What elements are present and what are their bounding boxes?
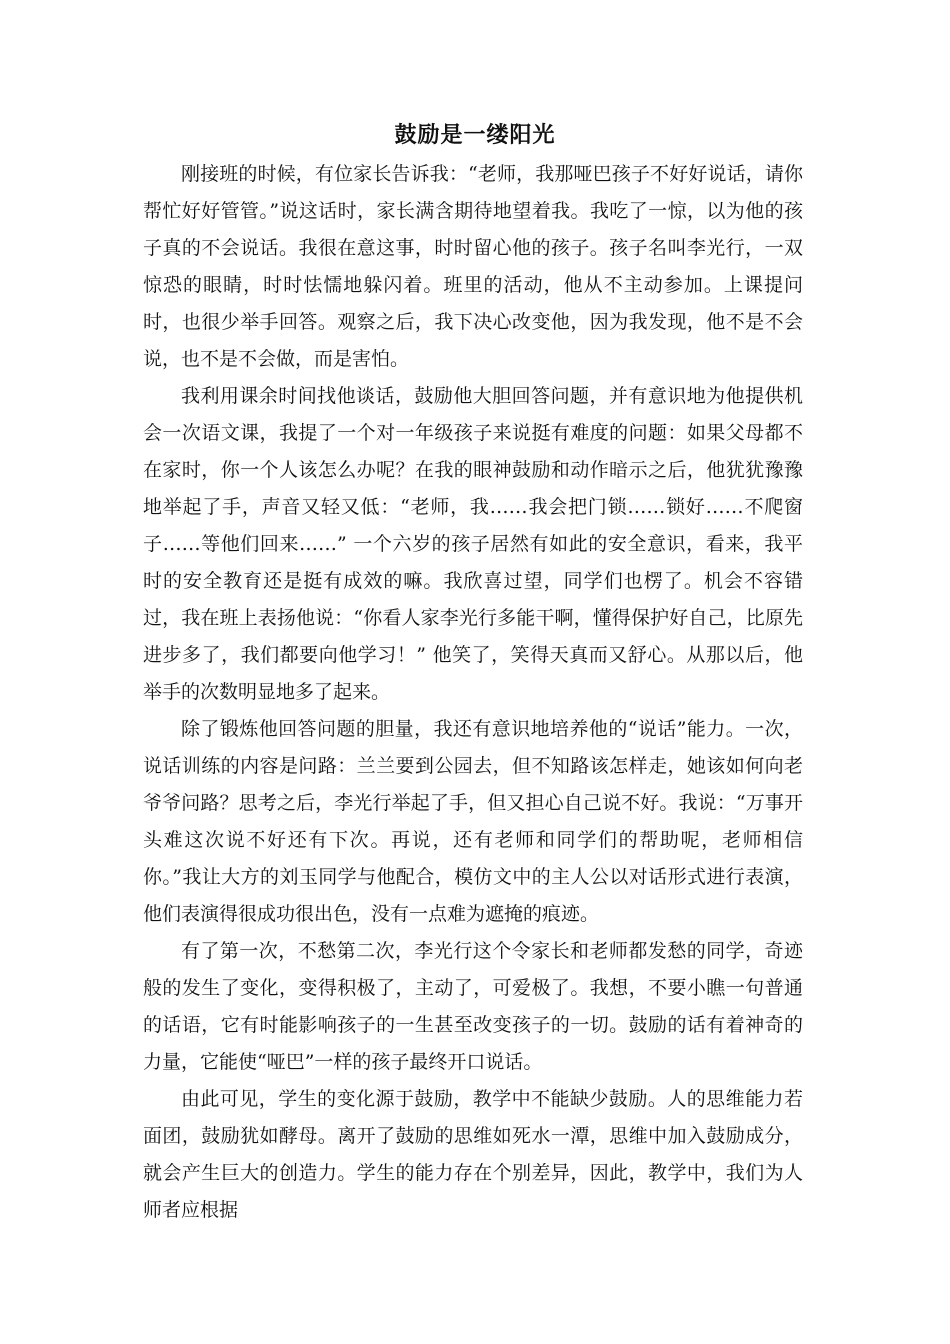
document-title: 鼓励是一缕阳光 xyxy=(394,122,556,148)
document-body xyxy=(143,156,803,1229)
paragraph-3: 除了锻炼他回答问题的胆量，我还有意识地培养他的“说话”能力。一次，说话训练的内容是问路：兰兰要到公园去，但不知路该怎样走，她该如何向老爷爷问路？思考之后，李光行举起了手，但又担心自己说不好。我说：“万事开头难这次说不好还有下次。再说，还有老师和同学们的帮助呢，老师相信你。”我让大方的刘玉同学与他配合，模仿文中的主人公以对话形式进行表演，他们表演得很成功很出色，没有一点难为遮掩的痕迹。 xyxy=(143,718,803,925)
paragraph-1: 刚接班的时候，有位家长告诉我：“老师，我那哑巴孩子不好好说话，请你帮忙好好管管。”说这话时，家长满含期待地望着我。我吃了一惊，以为他的孩子真的不会说话。我很在意这事，时时留心他的孩子。孩子名叫李光行，一双惊恐的眼睛，时时怯懦地躲闪着。班里的活动，他从不主动参加。上课提问时，也很少举手回答。观察之后，我下决心改变他，因为我发现，他不是不会说，也不是不会做，而是害怕。 xyxy=(143,163,803,370)
paragraph-4: 有了第一次，不愁第二次，李光行这个令家长和老师都发愁的同学，奇迹般的发生了变化，变得积极了，主动了，可爱极了。我想，不要小瞧一句普通的话语，它有时能影响孩子的一生甚至改变孩子的一切。鼓励的话有着神奇的力量，它能使“哑巴”一样的孩子最终开口说话。 xyxy=(143,940,803,1073)
paragraph-5: 由此可见，学生的变化源于鼓励，教学中不能缺少鼓励。人的思维能力若面团，鼓励犹如酵母。离开了鼓励的思维如死水一潭，思维中加入鼓励成分，就会产生巨大的创造力。学生的能力存在个别差异，因此，教学中，我们为人师者应根据 xyxy=(143,1088,803,1221)
paragraph-2: 我利用课余时间找他谈话，鼓励他大胆回答问题，并有意识地为他提供机会一次语文课，我提了一个对一年级孩子来说挺有难度的问题：如果父母都不在家时，你一个人该怎么办呢？在我的眼神鼓励和动作暗示之后，他犹犹豫豫地举起了手，声音又轻又低：“老师，我……我会把门锁……锁好……不爬窗子……等他们回来……” 一个六岁的孩子居然有如此的安全意识，看来，我平时的安全教育还是挺有成效的嘛。我欣喜过望，同学们也楞了。机会不容错过，我在班上表扬他说：“你看人家李光行多能干啊，懂得保护好自己，比原先进步多了，我们都要向他学习！” 他笑了，笑得天真而又舒心。从那以后，他举手的次数明显地多了起来。 xyxy=(143,385,803,703)
